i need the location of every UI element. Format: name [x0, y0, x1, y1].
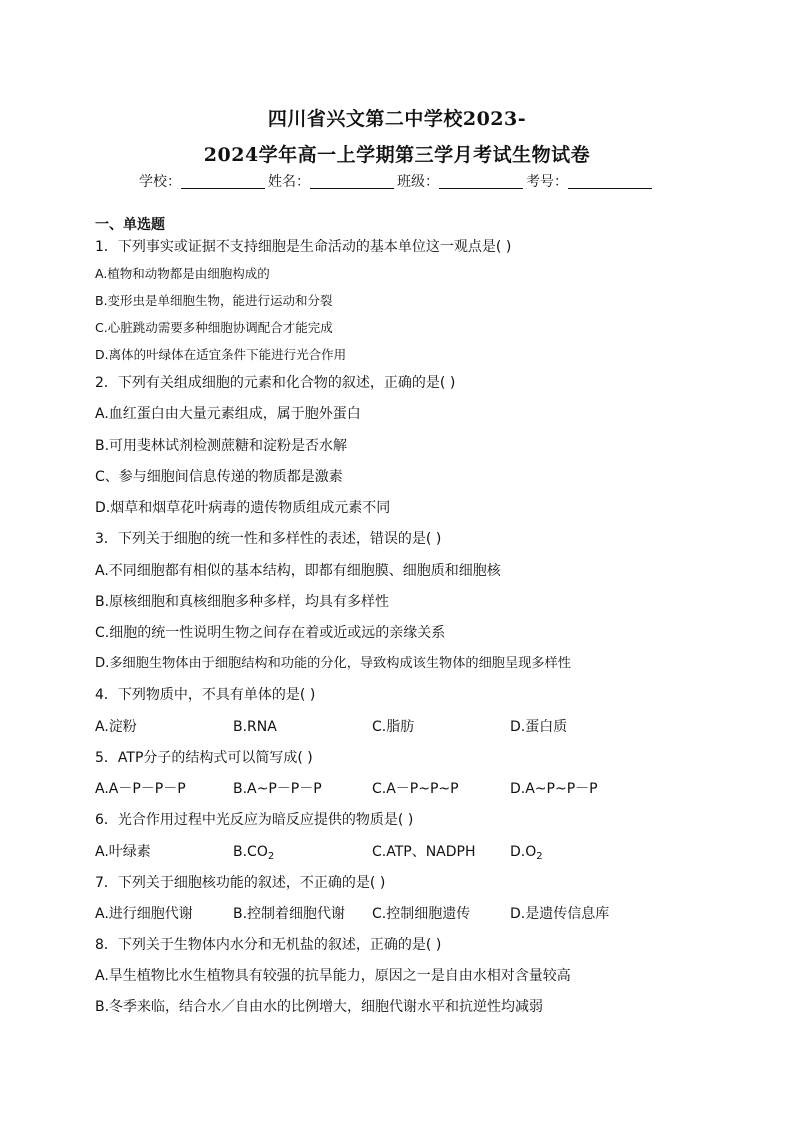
class-field[interactable]	[439, 174, 523, 189]
question-stem: 1．下列事实或证据不支持细胞是生命活动的基本单位这一观点是( )	[95, 239, 512, 255]
exam-title-line-2: 2024学年高一上学期第三学月考试生物试卷	[203, 144, 591, 166]
class-label: 班级：	[397, 174, 439, 190]
question-option: A.血红蛋白由大量元素组成，属于胞外蛋白	[95, 406, 361, 422]
question-option: A.不同细胞都有相似的基本结构，即都有细胞膜、细胞质和细胞核	[95, 563, 501, 579]
question-option: D.蛋白质	[510, 719, 568, 735]
name-field[interactable]	[310, 174, 394, 189]
section-heading: 一、单选题	[95, 217, 165, 233]
question-option: B.控制着细胞代谢	[233, 906, 346, 922]
question-option: D.烟草和烟草花叶病毒的遗传物质组成元素不同	[95, 500, 391, 516]
question-option: B.冬季来临，结合水／自由水的比例增大，细胞代谢水平和抗逆性均减弱	[95, 999, 544, 1015]
exam-title-line-1: 四川省兴文第二中学校2023-	[267, 108, 527, 130]
question-stem: 6．光合作用过程中光反应为暗反应提供的物质是( )	[95, 812, 414, 828]
student-info-row	[0, 171, 794, 191]
question-option: B.RNA	[233, 719, 277, 735]
question-option: C.细胞的统一性说明生物之间存在着或近或远的亲缘关系	[95, 625, 446, 641]
question-option: C.心脏跳动需要多种细胞协调配合才能完成	[95, 320, 333, 335]
question-option: D.A~P~P－P	[510, 781, 598, 797]
question-option: A.进行细胞代谢	[95, 906, 193, 922]
school-field[interactable]	[181, 174, 265, 189]
question-stem: 7．下列关于细胞核功能的叙述，不正确的是( )	[95, 875, 386, 891]
question-option: A.叶绿素	[95, 844, 151, 860]
question-option: $B.CO_2$	[233, 844, 275, 862]
question-option: B.变形虫是单细胞生物，能进行运动和分裂	[95, 293, 333, 308]
name-label: 姓名：	[268, 174, 310, 190]
question-option: C、参与细胞间信息传递的物质都是激素	[95, 469, 343, 485]
question-option: A.植物和动物都是由细胞构成的	[95, 266, 270, 281]
question-stem: 4．下列物质中，不具有单体的是( )	[95, 687, 316, 703]
question-option: D.离体的叶绿体在适宜条件下能进行光合作用	[95, 347, 347, 362]
exam-number-label: 考号：	[526, 174, 568, 190]
question-option: C.脂肪	[372, 719, 415, 735]
question-option: C.ATP、NADPH	[372, 844, 476, 860]
question-option: A.淀粉	[95, 719, 137, 735]
school-label: 学校：	[139, 174, 181, 190]
question-stem: 2．下列有关组成细胞的元素和化合物的叙述，正确的是( )	[95, 375, 456, 391]
exam-number-field[interactable]	[568, 174, 652, 189]
question-stem: 3．下列关于细胞的统一性和多样性的表述，错误的是( )	[95, 531, 442, 547]
question-option: C.控制细胞遗传	[372, 906, 471, 922]
question-stem: 5．ATP分子的结构式可以简写成( )	[95, 750, 313, 766]
question-option: B.A~P－P－P	[233, 781, 322, 797]
question-option: B.可用斐林试剂检测蔗糖和淀粉是否水解	[95, 438, 348, 454]
question-option: A.旱生植物比水生植物具有较强的抗旱能力，原因之一是自由水相对含量较高	[95, 968, 571, 984]
question-stem: 8．下列关于生物体内水分和无机盐的叙述，正确的是( )	[95, 937, 442, 953]
question-option: $D.O_2$	[510, 844, 543, 862]
question-option: B.原核细胞和真核细胞多种多样，均具有多样性	[95, 594, 390, 610]
question-option: A.A－P－P－P	[95, 781, 186, 797]
question-option: C.A－P~P~P	[372, 781, 459, 797]
question-option: D.是遗传信息库	[510, 906, 610, 922]
question-option: D.多细胞生物体由于细胞结构和功能的分化，导致构成该生物体的细胞呈现多样性	[95, 656, 571, 671]
